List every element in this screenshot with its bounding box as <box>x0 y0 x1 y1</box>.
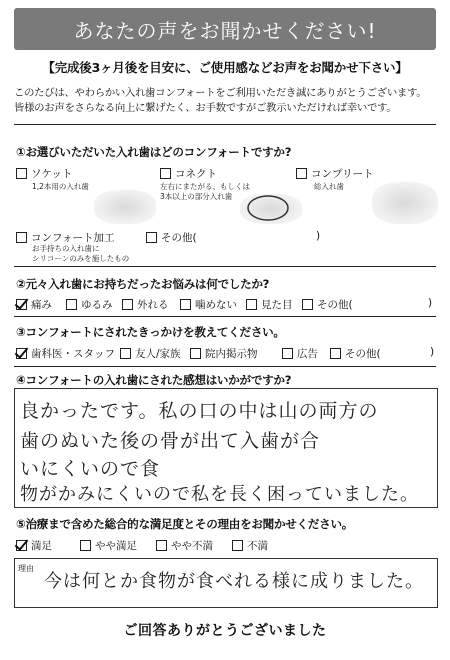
q4-title: ④コンフォートの入れ歯にされた感想はいかがですか? <box>16 373 292 387</box>
q5-option-somewhat-satisfied[interactable] <box>80 538 137 553</box>
checkbox[interactable] <box>160 168 171 179</box>
q2-option-other[interactable] <box>302 297 353 312</box>
q1-option-connect[interactable] <box>160 166 217 181</box>
checkbox[interactable] <box>330 348 341 359</box>
option-note: 総入れ歯 <box>314 182 344 191</box>
checkbox[interactable] <box>246 299 257 310</box>
q2-option-loose[interactable] <box>66 297 113 312</box>
option-label: ソケット <box>31 168 73 180</box>
reason-label: 理由 <box>18 564 34 573</box>
option-label: その他( <box>345 348 381 360</box>
option-note: お手持ちの入れ歯に シリコーンのみを施したもの <box>32 244 130 263</box>
divider <box>14 316 436 317</box>
feedback-line-1: 良かったです。私の口の中は山の両方の <box>20 400 379 422</box>
denture-photo-socket <box>94 190 156 224</box>
q3-option-clinic-posters[interactable] <box>190 346 258 361</box>
page-title: あなたの声をお聞かせください! <box>73 18 377 43</box>
checkbox[interactable] <box>120 348 131 359</box>
q1-option-socket[interactable] <box>16 166 72 181</box>
closing-message: ご回答ありがとうございました <box>123 623 327 639</box>
q2-option-cannot-chew[interactable] <box>180 297 237 312</box>
option-label: やや不満 <box>171 540 213 552</box>
q1-option-comfort-processing[interactable] <box>16 230 114 245</box>
q1-other-close: ) <box>316 230 321 242</box>
checkbox[interactable] <box>80 540 91 551</box>
checkbox[interactable] <box>180 299 191 310</box>
divider <box>14 124 436 125</box>
option-label: その他( <box>161 232 197 244</box>
option-label: 外れる <box>137 299 169 311</box>
divider <box>14 366 436 367</box>
q5-option-dissatisfied[interactable] <box>232 538 268 553</box>
option-label: ゆるみ <box>81 299 113 311</box>
checkbox[interactable] <box>302 299 313 310</box>
checkbox[interactable] <box>122 299 133 310</box>
feedback-line-2: 歯のぬいた後の骨が出て入歯が合 <box>20 430 321 452</box>
feedback-line-4: 物がかみにくいので私を長く困っていました。 <box>20 484 419 505</box>
option-label: やや満足 <box>95 540 137 552</box>
q5-title: ⑤治療まで含めた総合的な満足度とその理由をお聞かせください。 <box>16 517 354 531</box>
q2-title: ②元々入れ歯にお持ちだったお悩みは何でしたか? <box>16 277 270 291</box>
subtitle: 【完成後3ヶ月後を目安に、ご使用感などお声をお聞かせ下さい】 <box>42 60 408 75</box>
q2-option-falls-out[interactable] <box>122 297 169 312</box>
q2-option-appearance[interactable] <box>246 297 293 312</box>
option-label: コンフォート加工 <box>31 232 115 244</box>
reason-text: 今は何とか食物が食べれる様に成りました。 <box>44 571 424 592</box>
checkbox[interactable] <box>16 168 27 179</box>
checkbox[interactable] <box>282 348 293 359</box>
intro-text <box>14 86 444 116</box>
option-note: 左右にまたがる、もしくは 3本以上の部分入れ歯 <box>160 182 250 201</box>
checkbox[interactable] <box>66 299 77 310</box>
checkbox[interactable] <box>156 540 167 551</box>
option-label: 見た目 <box>261 299 293 311</box>
hand-drawn-circle <box>244 192 292 224</box>
option-label: 友人/家族 <box>135 348 181 360</box>
feedback-line-3: いにくいので食 <box>20 458 161 480</box>
checkbox[interactable] <box>16 540 27 551</box>
q3-option-dentist-staff[interactable] <box>16 346 115 361</box>
q3-title: ③コンフォートにされたきっかけを教えてください。 <box>16 325 285 339</box>
option-label: 院内掲示物 <box>205 348 258 360</box>
option-label: その他( <box>317 299 353 311</box>
q5-option-satisfied[interactable] <box>16 538 52 553</box>
checkbox[interactable] <box>16 232 27 243</box>
option-label: 不満 <box>247 540 268 552</box>
page-title-banner <box>14 8 436 50</box>
option-label: コンプリート <box>311 168 374 180</box>
intro-line-2: 皆様のお声をさらなる向上に繋げたく、お手数ですがご教示いただければ幸いです。 <box>14 102 397 114</box>
checkbox[interactable] <box>146 232 157 243</box>
q1-option-other[interactable] <box>146 230 197 245</box>
checkbox[interactable] <box>190 348 201 359</box>
denture-photo-complete <box>372 182 438 224</box>
intro-line-1: このたびは、やわらかい入れ歯コンフォートをご利用いただき誠にありがとうございます。 <box>14 87 427 99</box>
q2-option-pain[interactable] <box>16 297 52 312</box>
checkbox[interactable] <box>232 540 243 551</box>
option-label: 噛めない <box>195 299 237 311</box>
option-label: 満足 <box>31 540 52 552</box>
q3-other-close: ) <box>430 346 435 358</box>
q1-title: ①お選びいただいた入れ歯はどのコンフォートですか? <box>16 145 292 159</box>
option-label: コネクト <box>175 168 217 180</box>
option-label: 痛み <box>31 299 52 311</box>
option-note: 1,2本用の入れ歯 <box>32 182 89 191</box>
q3-option-other[interactable] <box>330 346 381 361</box>
q3-option-friend-family[interactable] <box>120 346 181 361</box>
option-label: 広告 <box>297 348 318 360</box>
q1-option-complete[interactable] <box>296 166 374 181</box>
q5-option-somewhat-dissatisfied[interactable] <box>156 538 213 553</box>
option-label: 歯科医・スタッフ <box>31 348 115 360</box>
checkbox[interactable] <box>296 168 307 179</box>
checkbox[interactable] <box>16 348 27 359</box>
divider <box>14 266 436 267</box>
q2-other-close: ) <box>428 297 433 309</box>
checkbox[interactable] <box>16 299 27 310</box>
q3-option-advertisement[interactable] <box>282 346 318 361</box>
